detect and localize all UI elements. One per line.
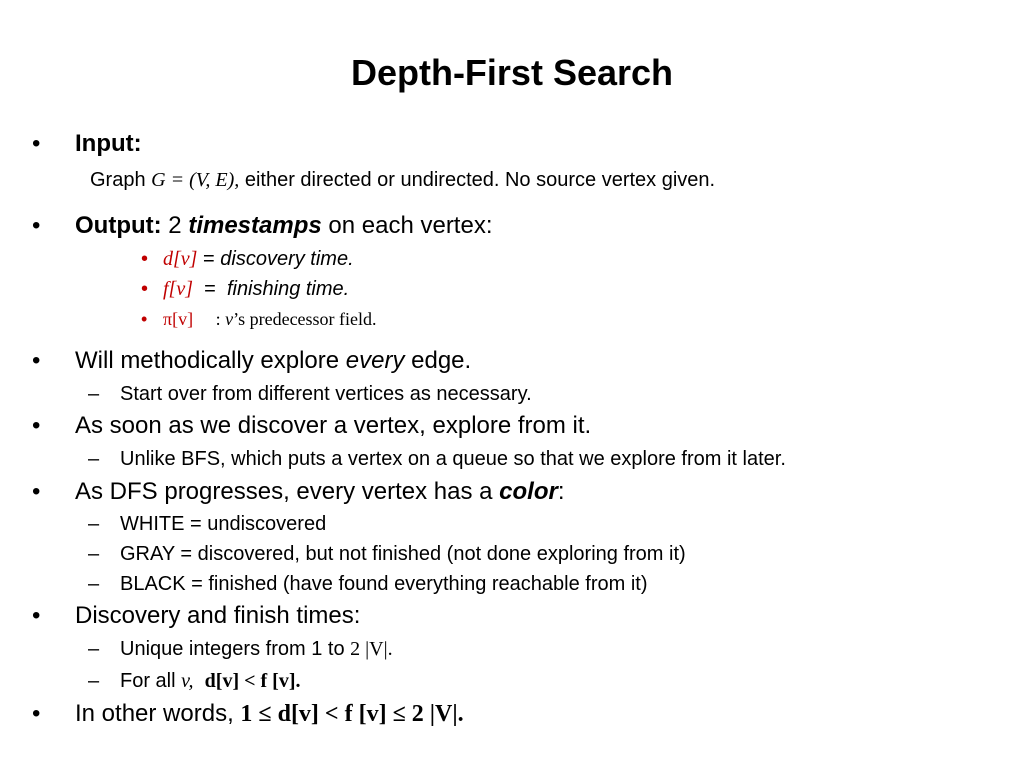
predecessor-description: ’s predecessor field. bbox=[233, 309, 377, 329]
output-label: Output: bbox=[75, 212, 162, 239]
color-word: color bbox=[499, 478, 558, 505]
in-other-words-pre: In other words, bbox=[75, 700, 234, 727]
predecessor-symbol: π[v] bbox=[163, 309, 194, 329]
unique-integers-pre: Unique integers from 1 to bbox=[120, 638, 345, 660]
bullet-glyph: • bbox=[32, 130, 41, 157]
predecessor-v: v bbox=[225, 309, 234, 329]
finishing-symbol: f[v] bbox=[163, 278, 193, 300]
dash-glyph: – bbox=[88, 638, 100, 660]
output-timestamps: timestamps bbox=[188, 212, 322, 239]
bullet-glyph: • bbox=[141, 278, 149, 300]
explore-every: every bbox=[345, 347, 405, 374]
discovery-equals: = bbox=[203, 248, 215, 270]
explore-pre: Will methodically explore bbox=[75, 347, 340, 374]
for-all-subitem bbox=[120, 666, 301, 696]
dash-glyph: – bbox=[88, 383, 100, 405]
discovery-description: discovery time. bbox=[220, 248, 354, 270]
bullet-glyph: • bbox=[141, 248, 149, 270]
discovery-time-item bbox=[163, 244, 354, 274]
bullet-glyph: • bbox=[32, 602, 41, 629]
in-other-words-item bbox=[75, 699, 464, 729]
finishing-description: finishing time. bbox=[226, 278, 350, 300]
black-subitem: BLACK = finished (have found everything reachable from it) bbox=[120, 573, 648, 595]
bullet-glyph: • bbox=[141, 309, 148, 329]
bullet-glyph: • bbox=[32, 700, 41, 727]
for-all-v: v, bbox=[181, 670, 194, 692]
bullet-glyph: • bbox=[32, 212, 41, 239]
white-subitem: WHITE = undiscovered bbox=[120, 513, 327, 535]
explore-edges-item bbox=[75, 346, 471, 376]
dash-glyph: – bbox=[88, 670, 100, 692]
for-all-pre: For all bbox=[120, 670, 176, 692]
predecessor-colon: : bbox=[215, 309, 221, 329]
bfs-comparison-subitem: Unlike BFS, which puts a vertex on a queue so that we explore from it later. bbox=[120, 448, 786, 470]
color-item bbox=[75, 477, 565, 507]
finishing-equals: = bbox=[204, 278, 216, 300]
times-item: Discovery and finish times: bbox=[75, 602, 361, 629]
dash-glyph: – bbox=[88, 513, 100, 535]
input-description bbox=[90, 165, 715, 195]
unique-integers-math: 2 |V|. bbox=[350, 638, 393, 660]
explore-post: edge. bbox=[411, 347, 472, 374]
discovery-symbol: d[v] bbox=[163, 248, 198, 270]
discover-explore-item: As soon as we discover a vertex, explore from it. bbox=[75, 412, 592, 439]
graph-word: Graph bbox=[90, 169, 146, 191]
output-count: 2 bbox=[168, 212, 182, 239]
output-rest: on each vertex: bbox=[328, 212, 493, 239]
input-label: Input: bbox=[75, 130, 142, 157]
input-heading bbox=[75, 129, 142, 159]
bullet-glyph: • bbox=[32, 478, 41, 505]
in-other-words-inequality: 1 ≤ d[v] < f [v] ≤ 2 |V|. bbox=[240, 701, 464, 727]
color-pre: As DFS progresses, every vertex has a bbox=[75, 478, 493, 505]
input-rest: either directed or undirected. No source vertex given. bbox=[244, 169, 716, 191]
unique-integers-subitem bbox=[120, 634, 393, 664]
slide-title: Depth-First Search bbox=[350, 52, 674, 93]
for-all-inequality: d[v] < f [v]. bbox=[204, 670, 301, 692]
bullet-glyph: • bbox=[32, 412, 41, 439]
start-over-subitem: Start over from different vertices as necessary. bbox=[120, 383, 532, 405]
output-heading bbox=[75, 211, 493, 241]
dash-glyph: – bbox=[88, 543, 100, 565]
bullet-glyph: • bbox=[32, 347, 41, 374]
dash-glyph: – bbox=[88, 573, 100, 595]
graph-expression: G = (V, E), bbox=[151, 169, 240, 191]
predecessor-item bbox=[163, 304, 377, 334]
finishing-time-item bbox=[163, 274, 349, 304]
dash-glyph: – bbox=[88, 448, 100, 470]
gray-subitem: GRAY = discovered, but not finished (not done exploring from it) bbox=[120, 543, 686, 565]
color-post: : bbox=[557, 478, 565, 505]
